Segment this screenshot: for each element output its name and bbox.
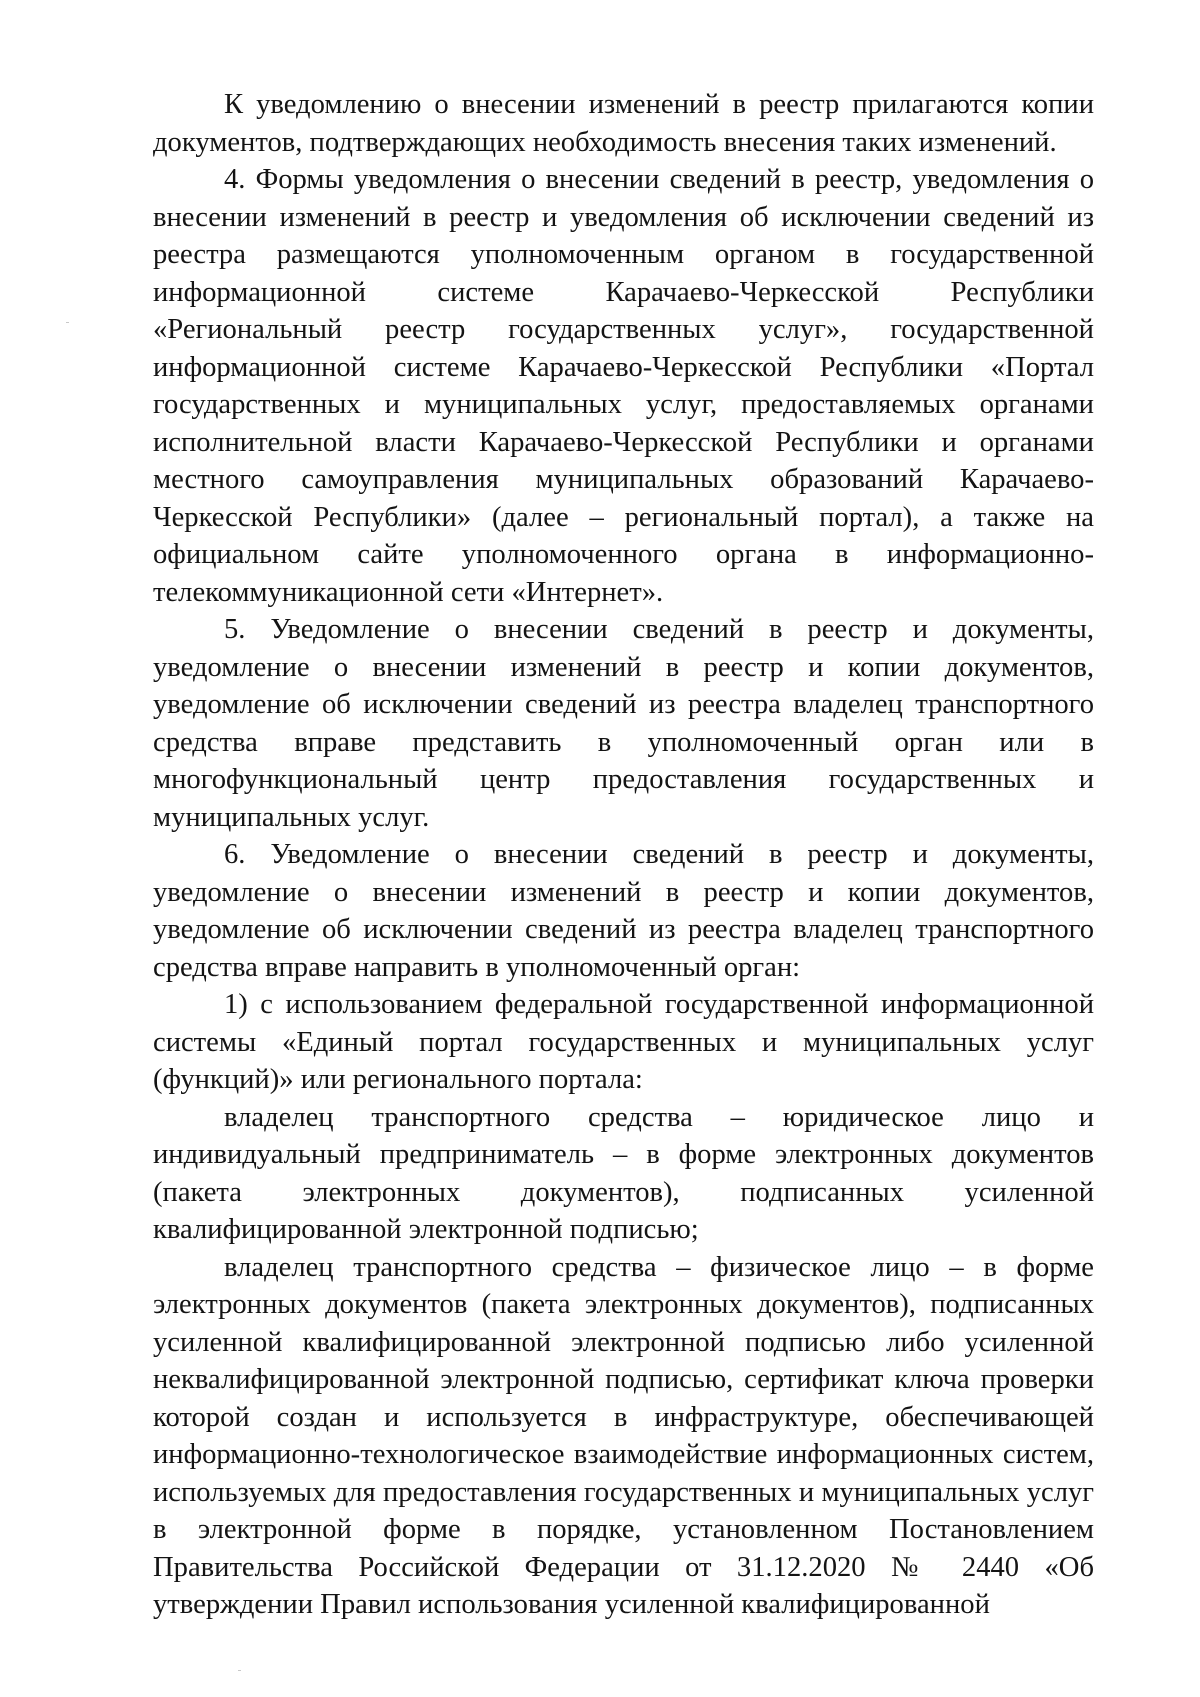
scan-margin-mark xyxy=(66,322,69,323)
paragraph-attachments: К уведомлению о внесении изменений в реестр прилагаются копии документов, подтверждающих необходимость внесения таких изменений. xyxy=(153,89,1094,158)
paragraph-individual: владелец транспортного средства – физическое лицо – в форме электронных документов (пакета электронных документов), подписанных усиленной квалифицированной электронной подписью либо усиленной неквалифицированной электронной подписью, сертификат ключа проверки которой создан и используется в инфраструктуре, обеспечивающей информационно-технологическое взаимодействие информационных систем, используемых для предоставления государственных и муниципальных услуг в электронной форме в порядке, установленном Постановлением Правительства Российской Федерации от 31.12.2020 № 2440 «Об утверждении Правил использования усиленной квалифицированной xyxy=(153,1251,1094,1620)
paragraph-subitem-1: 1) с использованием федеральной государственной информационной системы «Единый портал государственных и муниципальных услуг (функций)» или регионального портала: xyxy=(153,989,1094,1095)
paragraph-item-4: 4. Формы уведомления о внесении сведений в реестр, уведомления о внесении изменений в реестр и уведомления об исключении сведений из реестра размещаются уполномоченным органом в государственной информационной системе Карачаево-Черкесской Республики «Региональный реестр государственных услуг», государственной информационной системе Карачаево-Черкесской Республики «Портал государственных и муниципальных услуг, предоставляемых органами исполнительной власти Карачаево-Черкесской Республики и органами местного самоуправления муниципальных образований Карачаево-Черкесской Республики» (далее – региональный портал), а также на официальном сайте уполномоченного органа в информационно-телекоммуникационной сети «Интернет». xyxy=(153,164,1094,608)
scan-bottom-mark xyxy=(238,1670,241,1671)
paragraph-item-5: 5. Уведомление о внесении сведений в реестр и документы, уведомление о внесении изменений в реестр и копии документов, уведомление об исключении сведений из реестра владелец транспортного средства вправе представить в уполномоченный орган или в многофункциональный центр предоставления государственных и муниципальных услуг. xyxy=(153,614,1094,833)
paragraph-item-6: 6. Уведомление о внесении сведений в реестр и документы, уведомление о внесении изменений в реестр и копии документов, уведомление об исключении сведений из реестра владелец транспортного средства вправе направить в уполномоченный орган: xyxy=(153,839,1094,983)
document-text xyxy=(153,86,1094,1624)
paragraph-legal-entity: владелец транспортного средства – юридическое лицо и индивидуальный предприниматель – в форме электронных документов (пакета электронных документов), подписанных усиленной квалифицированной электронной подписью; xyxy=(153,1101,1094,1245)
